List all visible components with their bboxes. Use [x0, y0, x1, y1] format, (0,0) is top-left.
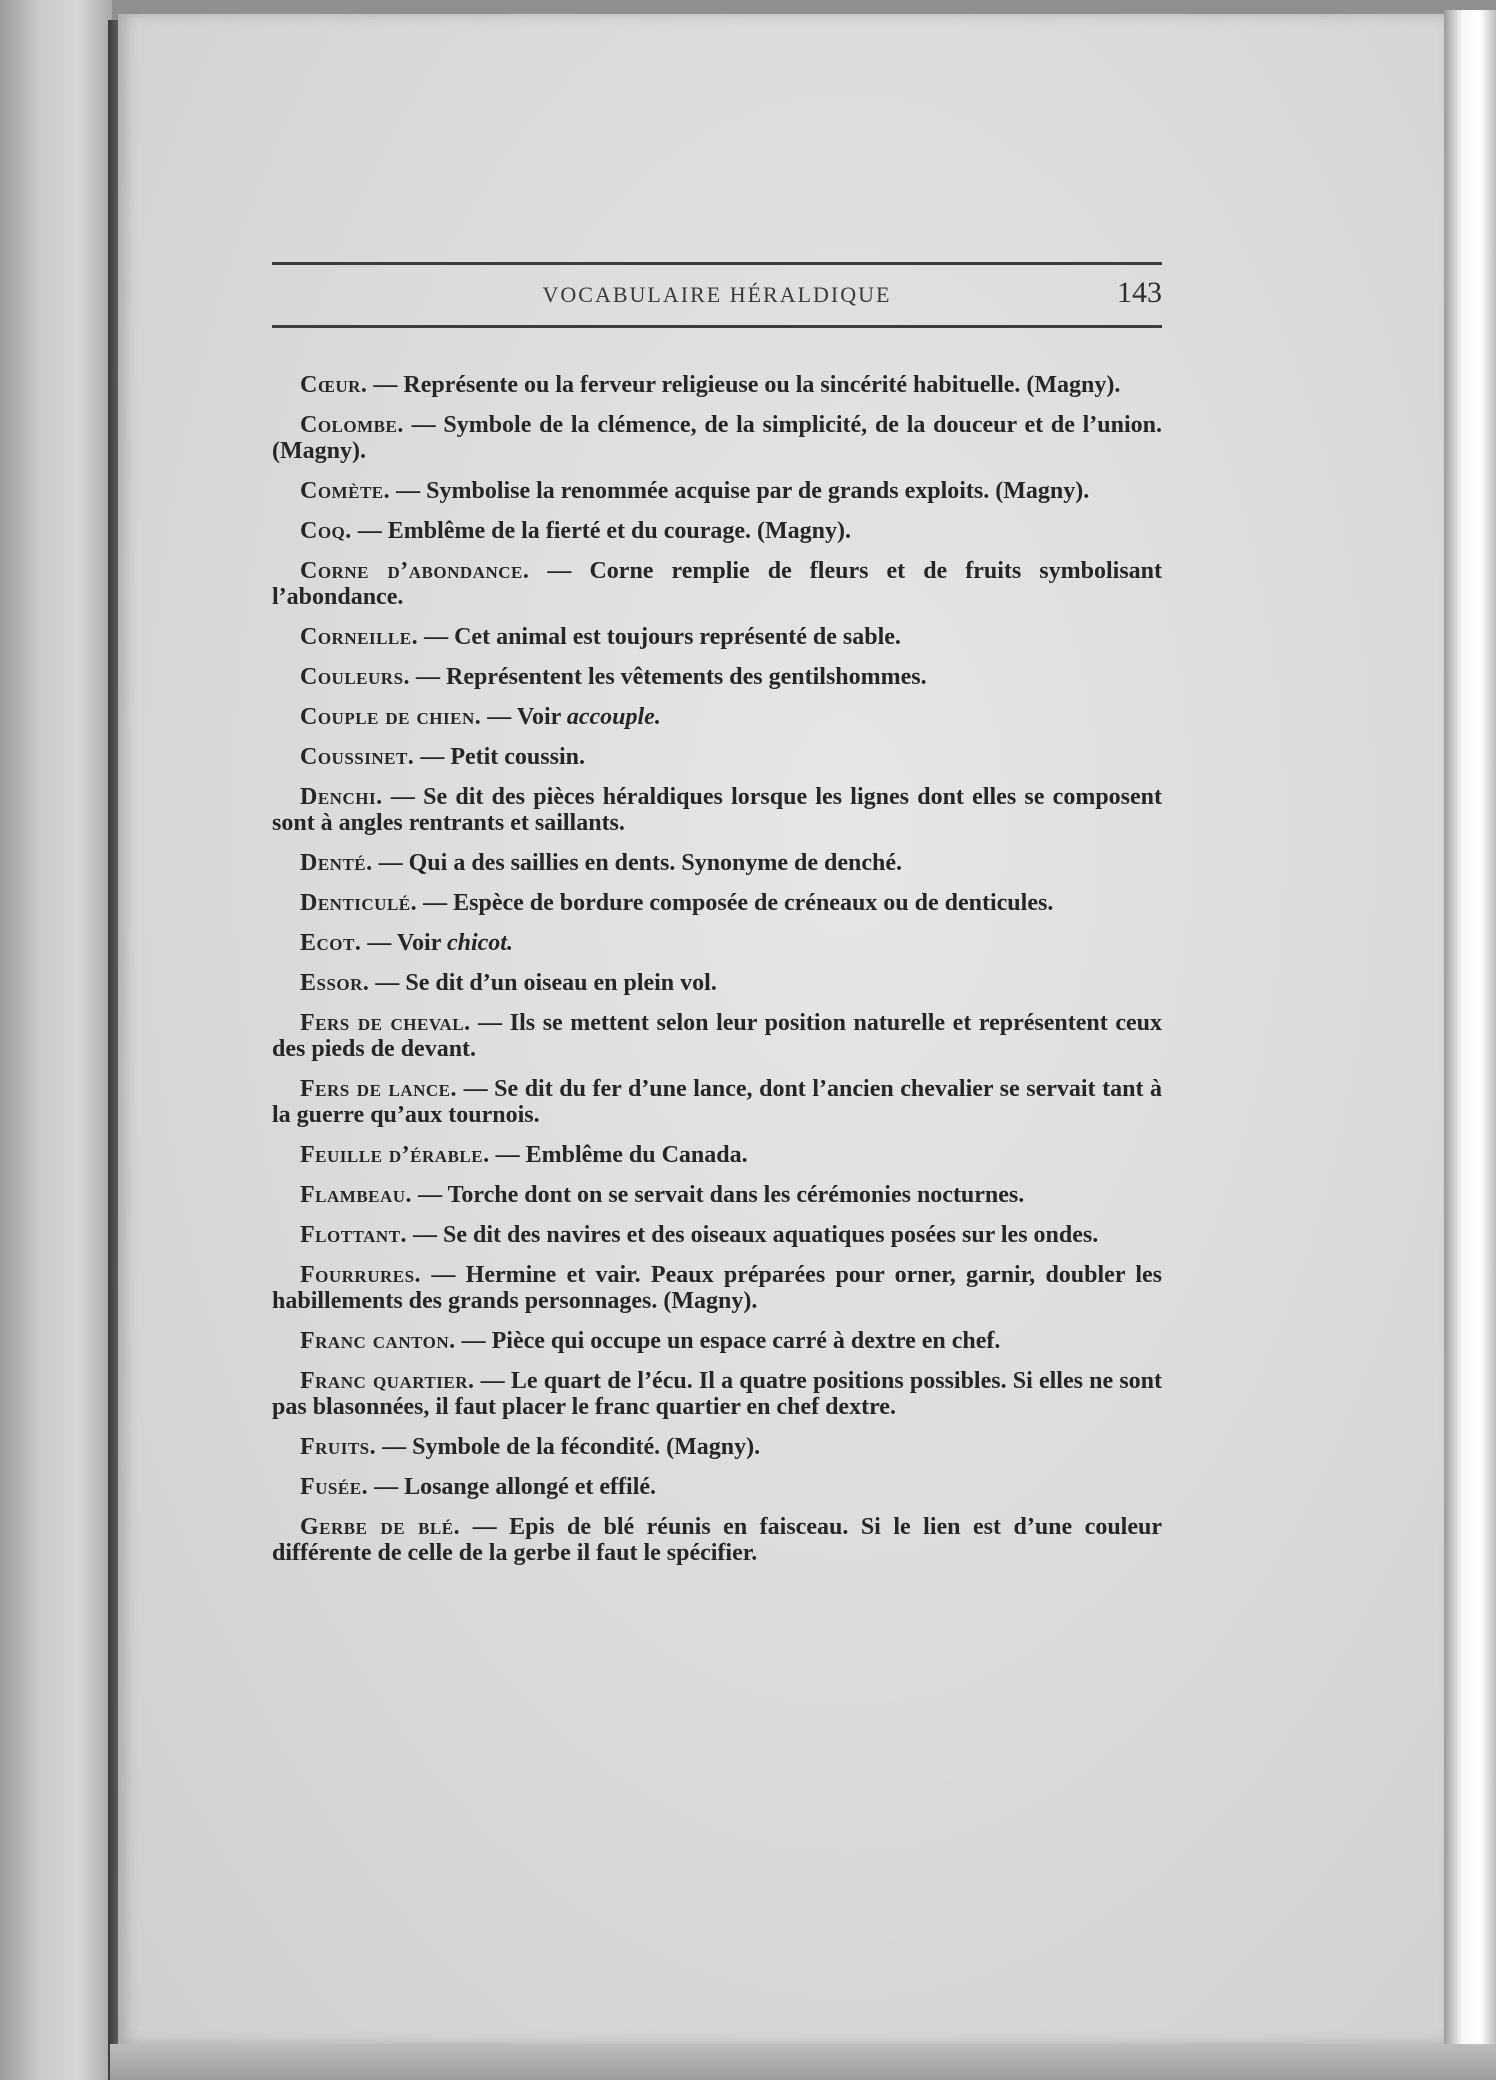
entry-definition: — Losange allongé et effilé. — [368, 1474, 657, 1500]
entry-term: Flottant. — [300, 1222, 408, 1248]
glossary-entry — [272, 784, 1162, 836]
entry-definition: — Hermine et vair. Peaux préparées pour orner, garnir, doubler les habillements des grands personnages. (Magny). — [272, 1262, 1162, 1314]
entry-definition: — Torche dont on se servait dans les cérémonies nocturnes. — [412, 1182, 1025, 1208]
entry-term: Flambeau. — [300, 1182, 413, 1208]
glossary-entry — [272, 850, 1162, 876]
entry-term: Couleurs. — [300, 664, 411, 690]
header-rule-top — [272, 262, 1162, 265]
entry-definition: — Représentent les vêtements des gentilshommes. — [410, 664, 927, 690]
scan-bottom-edge — [110, 2044, 1496, 2080]
entry-term: Denticulé. — [300, 890, 418, 916]
glossary-entry — [272, 744, 1162, 770]
entry-definition: — Symbole de la clémence, de la simplicité, de la douceur et de l’union. (Magny). — [272, 412, 1162, 464]
entry-term: Comète. — [300, 478, 391, 504]
entry-definition: — Ils se mettent selon leur position naturelle et représentent ceux des pieds de devant. — [272, 1010, 1162, 1062]
entry-definition: — Cet animal est toujours représenté de sable. — [418, 624, 901, 650]
glossary-entry — [272, 1434, 1162, 1460]
entry-cross-reference: chicot. — [446, 930, 513, 956]
glossary-entry — [272, 1514, 1162, 1566]
entry-definition: — Qui a des saillies en dents. Synonyme de denché. — [372, 850, 903, 876]
entry-definition: — Emblême du Canada. — [489, 1142, 748, 1168]
book-binding — [0, 0, 112, 2080]
entry-cross-reference: accouple. — [566, 704, 661, 730]
entry-term: Coussinet. — [300, 744, 415, 770]
glossary-entry — [272, 1368, 1162, 1420]
entry-definition: — Corne remplie de fleurs et de fruits symbolisant l’abondance. — [272, 558, 1163, 610]
entry-term: Ecot. — [300, 930, 362, 956]
entry-term: Fers de lance. — [300, 1076, 457, 1102]
glossary-entry — [272, 624, 1162, 650]
glossary-entry — [272, 930, 1162, 956]
entry-definition: — Voir — [361, 930, 447, 956]
glossary-entry — [272, 1222, 1162, 1248]
entry-term: Franc quartier. — [300, 1368, 475, 1394]
page-right-edge — [1444, 10, 1496, 2080]
glossary-entry — [272, 372, 1162, 398]
glossary-entry — [272, 890, 1162, 916]
entry-term: Feuille d’érable. — [300, 1142, 490, 1168]
entry-term: Fusée. — [300, 1474, 369, 1500]
entry-term: Cœur. — [300, 372, 368, 398]
book-gutter — [108, 20, 118, 2080]
entry-term: Fruits. — [300, 1434, 377, 1460]
entry-term: Franc canton. — [300, 1328, 456, 1354]
entry-definition: — Se dit du fer d’une lance, dont l’ancien chevalier se servait tant à la guerre qu’aux tournois. — [272, 1076, 1163, 1128]
glossary-entry — [272, 412, 1162, 464]
glossary-entry — [272, 1142, 1162, 1168]
entry-definition: — Symbolise la renommée acquise par de grands exploits. (Magny). — [390, 478, 1090, 504]
glossary-entries — [272, 372, 1162, 1580]
header-rule-bottom — [272, 325, 1162, 328]
glossary-entry — [272, 1076, 1162, 1128]
entry-definition: — Epis de blé réunis en faisceau. Si le lien est d’une couleur différente de celle de la gerbe il faut le spécifier. — [272, 1514, 1163, 1566]
entry-definition: — Emblême de la fierté et du courage. (Magny). — [351, 518, 851, 544]
entry-term: Corne d’abondance. — [300, 558, 530, 584]
glossary-entry — [272, 558, 1162, 610]
entry-definition: — Représente ou la ferveur religieuse ou la sincérité habituelle. (Magny). — [367, 372, 1121, 398]
running-header: VOCABULAIRE HÉRALDIQUE — [542, 282, 892, 307]
entry-term: Coq. — [300, 518, 352, 544]
entry-definition: — Se dit des navires et des oiseaux aquatiques posées sur les ondes. — [407, 1222, 1099, 1248]
entry-definition: — Voir — [481, 704, 567, 730]
entry-term: Colombe. — [300, 412, 404, 438]
entry-definition: — Petit coussin. — [414, 744, 585, 770]
glossary-entry — [272, 1010, 1162, 1062]
entry-term: Fers de cheval. — [300, 1010, 471, 1036]
entry-term: Essor. — [300, 970, 370, 996]
glossary-entry — [272, 970, 1162, 996]
glossary-entry — [272, 518, 1162, 544]
entry-definition: — Se dit d’un oiseau en plein vol. — [369, 970, 717, 996]
glossary-entry — [272, 664, 1162, 690]
entry-definition: — Se dit des pièces héraldiques lorsque les lignes dont elles se composent sont à angles rentrants et saillants. — [272, 784, 1162, 836]
glossary-entry — [272, 1474, 1162, 1500]
entry-term: Denté. — [300, 850, 373, 876]
entry-term: Corneille. — [300, 624, 419, 650]
entry-definition: — Pièce qui occupe un espace carré à dextre en chef. — [455, 1328, 1001, 1354]
glossary-entry — [272, 1262, 1162, 1314]
entry-term: Gerbe de blé. — [300, 1514, 461, 1540]
entry-term: Couple de chien. — [300, 704, 482, 730]
entry-term: Denchi. — [300, 784, 383, 810]
entry-definition: — Espèce de bordure composée de créneaux ou de denticules. — [417, 890, 1054, 916]
glossary-entry — [272, 1182, 1162, 1208]
entry-definition: — Le quart de l’écu. Il a quatre positions possibles. Si elles ne sont pas blasonnées, il faut placer le franc quartier en chef dextre. — [272, 1368, 1162, 1420]
glossary-entry — [272, 704, 1162, 730]
entry-definition: — Symbole de la fécondité. (Magny). — [376, 1434, 761, 1460]
entry-term: Fourrures. — [300, 1262, 422, 1288]
glossary-entry — [272, 478, 1162, 504]
glossary-entry — [272, 1328, 1162, 1354]
page-number: 143 — [1117, 276, 1162, 309]
